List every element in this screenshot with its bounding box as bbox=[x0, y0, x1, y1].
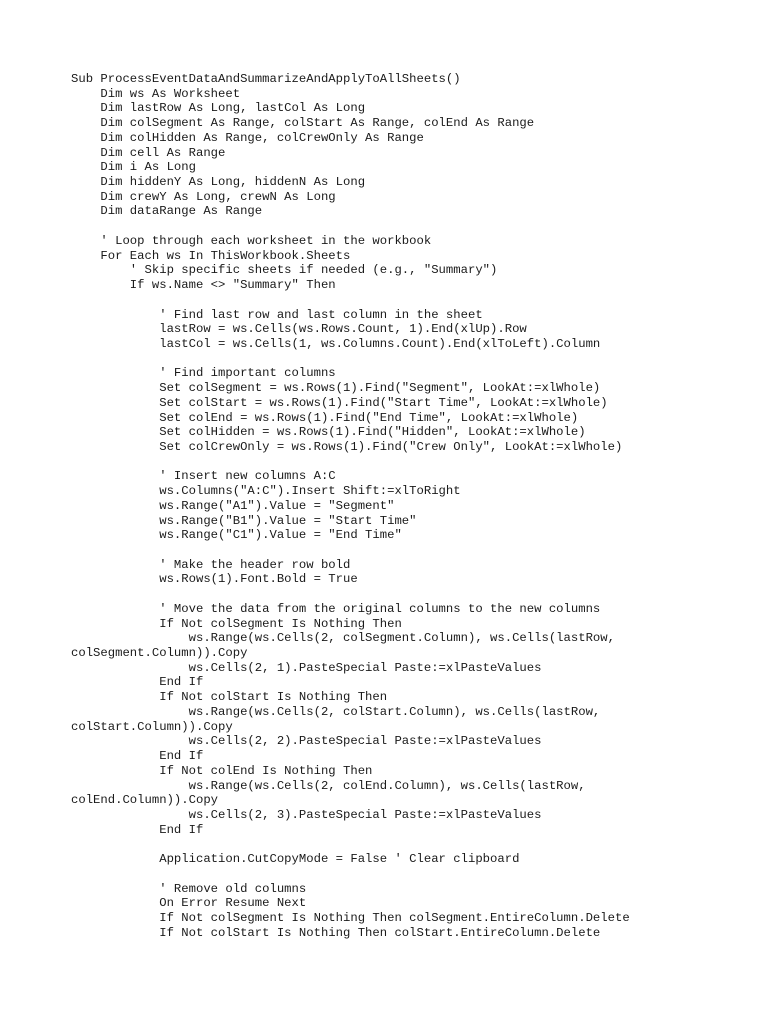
code-line: ' Make the header row bold bbox=[71, 557, 351, 572]
code-line: End If bbox=[71, 675, 204, 690]
code-line: Dim lastRow As Long, lastCol As Long bbox=[71, 101, 366, 116]
code-line: colSegment.Column)).Copy bbox=[71, 646, 248, 661]
code-line: ws.Range("B1").Value = "Start Time" bbox=[71, 513, 417, 528]
code-line: Dim crewY As Long, crewN As Long bbox=[71, 189, 336, 204]
code-line bbox=[71, 867, 751, 882]
code-line: Set colCrewOnly = ws.Rows(1).Find("Crew Only", LookAt:=xlWhole) bbox=[71, 439, 623, 454]
code-line: ws.Cells(2, 3).PasteSpecial Paste:=xlPasteValues bbox=[71, 807, 542, 822]
code-line: Set colSegment = ws.Rows(1).Find("Segment", LookAt:=xlWhole) bbox=[71, 381, 601, 396]
code-line: For Each ws In ThisWorkbook.Sheets bbox=[71, 248, 351, 263]
code-line: ' Insert new columns A:C bbox=[71, 469, 336, 484]
code-line: ' Find important columns bbox=[71, 366, 336, 381]
code-line: If Not colSegment Is Nothing Then colSegment.EntireColumn.Delete bbox=[71, 910, 630, 925]
code-line: ws.Range("A1").Value = "Segment" bbox=[71, 498, 395, 513]
code-line: On Error Resume Next bbox=[71, 896, 307, 911]
code-line: lastRow = ws.Cells(ws.Rows.Count, 1).End(xlUp).Row bbox=[71, 322, 527, 337]
code-line bbox=[71, 219, 751, 234]
code-line: Dim colHidden As Range, colCrewOnly As Range bbox=[71, 130, 424, 145]
code-line: Set colEnd = ws.Rows(1).Find("End Time", LookAt:=xlWhole) bbox=[71, 410, 579, 425]
code-line bbox=[71, 293, 751, 308]
code-line: ' Loop through each worksheet in the workbook bbox=[71, 233, 432, 248]
code-line: Sub ProcessEventDataAndSummarizeAndApplyToAllSheets() bbox=[71, 72, 461, 86]
code-line bbox=[71, 455, 751, 470]
code-line: Set colStart = ws.Rows(1).Find("Start Time", LookAt:=xlWhole) bbox=[71, 395, 608, 410]
code-line: If Not colEnd Is Nothing Then bbox=[71, 763, 373, 778]
code-line: ' Skip specific sheets if needed (e.g., "Summary") bbox=[71, 263, 498, 278]
code-line: ws.Range(ws.Cells(2, colStart.Column), ws.Cells(lastRow, bbox=[71, 704, 601, 719]
code-line: Application.CutCopyMode = False ' Clear clipboard bbox=[71, 852, 520, 867]
code-line: ws.Cells(2, 1).PasteSpecial Paste:=xlPasteValues bbox=[71, 660, 542, 675]
code-line: ws.Cells(2, 2).PasteSpecial Paste:=xlPasteValues bbox=[71, 734, 542, 749]
code-line: ws.Rows(1).Font.Bold = True bbox=[71, 572, 358, 587]
code-line: End If bbox=[71, 822, 204, 837]
code-line: Dim cell As Range bbox=[71, 145, 226, 160]
code-line: Dim colSegment As Range, colStart As Range, colEnd As Range bbox=[71, 116, 535, 131]
code-line: colStart.Column)).Copy bbox=[71, 719, 233, 734]
code-line: ws.Range(ws.Cells(2, colEnd.Column), ws.Cells(lastRow, bbox=[71, 778, 586, 793]
code-line: ' Find last row and last column in the sheet bbox=[71, 307, 483, 322]
code-line: ' Move the data from the original columns to the new columns bbox=[71, 601, 601, 616]
code-line: Dim ws As Worksheet bbox=[71, 86, 241, 101]
code-line: Dim dataRange As Range bbox=[71, 204, 263, 219]
code-line: If Not colSegment Is Nothing Then bbox=[71, 616, 402, 631]
code-line: ws.Range(ws.Cells(2, colSegment.Column), ws.Cells(lastRow, bbox=[71, 631, 615, 646]
code-line: Set colHidden = ws.Rows(1).Find("Hidden", LookAt:=xlWhole) bbox=[71, 425, 586, 440]
code-line: End If bbox=[71, 749, 204, 764]
code-line bbox=[71, 352, 751, 367]
code-line bbox=[71, 837, 751, 852]
code-line: If Not colStart Is Nothing Then colStart.EntireColumn.Delete bbox=[71, 925, 601, 940]
code-line: ws.Columns("A:C").Insert Shift:=xlToRight bbox=[71, 484, 461, 499]
code-line: If ws.Name <> "Summary" Then bbox=[71, 278, 336, 293]
code-line: Dim i As Long bbox=[71, 160, 196, 175]
code-page bbox=[71, 72, 751, 940]
code-line: If Not colStart Is Nothing Then bbox=[71, 690, 388, 705]
code-line: ws.Range("C1").Value = "End Time" bbox=[71, 528, 402, 543]
code-line bbox=[71, 587, 751, 602]
code-line: ' Remove old columns bbox=[71, 881, 307, 896]
code-line: colEnd.Column)).Copy bbox=[71, 793, 219, 808]
code-line: Dim hiddenY As Long, hiddenN As Long bbox=[71, 175, 366, 190]
code-line bbox=[71, 543, 751, 558]
code-line: lastCol = ws.Cells(1, ws.Columns.Count).End(xlToLeft).Column bbox=[71, 336, 601, 351]
